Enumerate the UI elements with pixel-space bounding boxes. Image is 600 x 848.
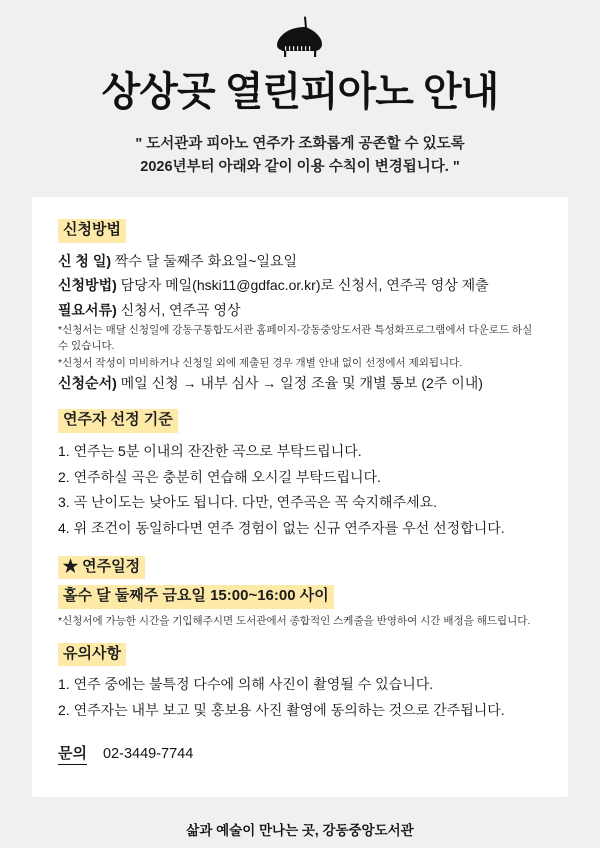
contact (58, 742, 542, 765)
apply-row-0-text: 짝수 달 둘째주 화요일~일요일 (114, 252, 298, 269)
schedule-note: *신청서에 가능한 시간을 기입해주시면 도서관에서 종합적인 스케줄을 반영하여 시간 배정을 해드립니다. (58, 614, 531, 627)
apply-note-1: *신청서 작성이 미비하거나 신청일 외에 제출된 경우 개별 안내 없이 선정에서 제외됩니다. (58, 356, 463, 369)
criteria-item-3: 4. 위 조건이 동일하다면 연주 경험이 없는 신규 연주자를 우선 선정합니다. (58, 520, 505, 537)
apply-row-2-label: 필요서류) (58, 301, 117, 318)
apply-order-row (58, 371, 542, 396)
subtitle-line-1: " 도서관과 피아노 연주가 조화롭게 공존할 수 있도록 (135, 136, 465, 152)
section-criteria (58, 409, 542, 432)
apply-row-1 (58, 273, 542, 298)
caution-heading: 유의사항 (58, 643, 126, 666)
criteria-item-2: 3. 곡 난이도는 낮아도 됩니다. 다만, 연주곡은 꼭 숙지해주세요. (58, 494, 438, 511)
schedule-highlight-row (58, 585, 542, 608)
apply-row-2-text: 신청서, 연주곡 영상 (120, 301, 241, 318)
schedule-highlight: 홀수 달 둘째주 금요일 15:00~16:00 사이 (58, 585, 334, 608)
apply-note-0: *신청서는 매달 신청일에 강동구통합도서관 홈페이지-강동중앙도서관 특성화프로그램에서 다운로드 하실 수 있습니다. (58, 324, 533, 353)
page-title: 상상곳 열린피아노 안내 (101, 70, 499, 114)
apply-row-1-text: 담당자 메일(hski11@gdfac.or.kr)로 신청서, 연주곡 영상 제출 (120, 277, 489, 294)
contact-label: 문의 (58, 742, 87, 765)
subtitle-line-2: 2026년부터 아래와 같이 이용 수칙이 변경됩니다. " (140, 159, 460, 176)
caution-item-1: 2. 연주자는 내부 보고 및 홍보용 사진 촬영에 동의하는 것으로 간주됩니다. (58, 702, 505, 719)
apply-row-0-label: 신 청 일) (58, 252, 112, 269)
footer-text: 삶과 예술이 만나는 곳, 강동중앙도서관 (186, 823, 414, 839)
apply-row-1-label: 신청방법) (58, 277, 117, 294)
criteria-item-1: 2. 연주하실 곡은 충분히 연습해 오시길 부탁드립니다. (58, 468, 381, 485)
apply-order-label: 신청순서) (58, 374, 117, 391)
section-caution (58, 643, 542, 666)
criteria-heading: 연주자 선정 기준 (58, 409, 178, 432)
subtitle (135, 133, 464, 179)
contact-number: 02-3449-7744 (102, 746, 194, 763)
section-schedule (58, 556, 542, 579)
grand-piano-icon (274, 14, 326, 58)
caution-item-0: 1. 연주 중에는 불특정 다수에 의해 사진이 촬영될 수 있습니다. (58, 676, 434, 693)
apply-heading: 신청방법 (58, 219, 126, 242)
schedule-heading: ★ 연주일정 (58, 556, 145, 579)
apply-row-0 (58, 249, 542, 274)
criteria-item-0: 1. 연주는 5분 이내의 잔잔한 곡으로 부탁드립니다. (58, 442, 362, 459)
apply-row-2 (58, 298, 542, 323)
content-card (32, 197, 568, 797)
section-apply (58, 219, 542, 242)
apply-order-text: 메일 신청 → 내부 심사 → 일정 조율 및 개별 통보 (2주 이내) (120, 374, 483, 391)
